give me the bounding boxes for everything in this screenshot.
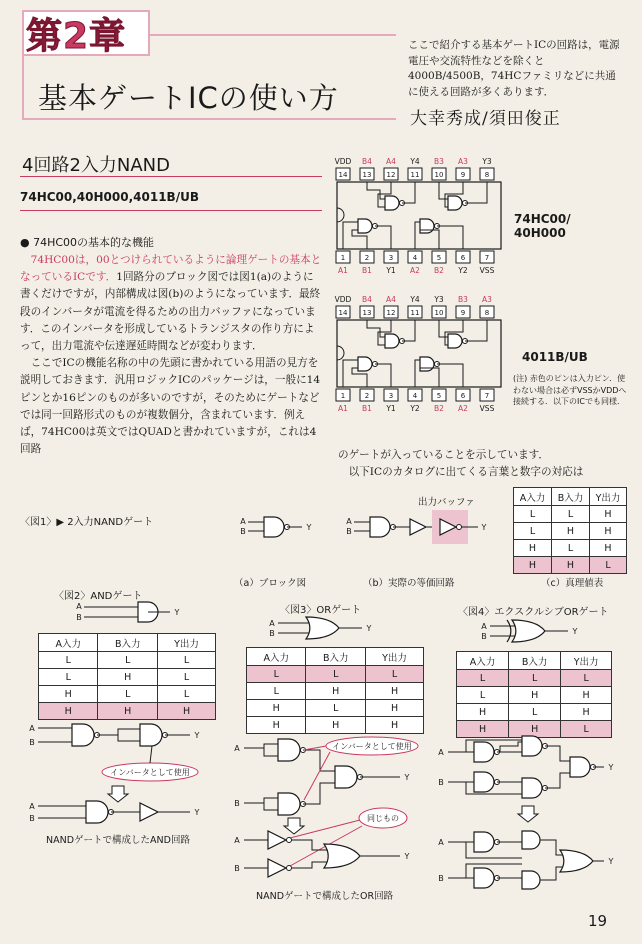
inversion-bubble — [287, 838, 292, 843]
callout-text: 同じもの — [367, 814, 399, 823]
nand-gate-symbol — [570, 757, 590, 777]
pin-name: A1 — [338, 404, 348, 413]
table-cell: H — [589, 523, 626, 540]
wire — [150, 746, 152, 763]
table-cell: H — [366, 700, 424, 717]
pin-number: 2 — [364, 254, 370, 262]
wire — [402, 182, 415, 203]
nand-gate-symbol — [278, 739, 300, 761]
wire — [244, 744, 278, 748]
wire — [439, 320, 448, 337]
callout-text: インバータとして使用 — [332, 742, 412, 751]
chapter-intro: ここで紹介する基本ゲートICの回路は，電源電圧や交流特性などを除くと4000B/4500B，74HCファミリなどに共通に使える回路が多くあります． — [408, 39, 620, 98]
table-cell: L — [158, 686, 216, 703]
pin-name: VDD — [334, 157, 352, 166]
pin-name: Y2 — [410, 404, 420, 413]
wire — [367, 320, 385, 337]
nand-gate-symbol — [140, 724, 162, 746]
nand-gate-symbol — [358, 219, 372, 233]
table-cell: H — [457, 721, 509, 738]
signal-b: B — [29, 814, 35, 823]
table-cell: L — [158, 652, 216, 669]
table-header: B入力 — [306, 648, 366, 666]
xor-curve — [507, 620, 511, 642]
chip-label: 74HC00/ — [514, 212, 571, 226]
buffer-label: 出力バッファ — [418, 497, 475, 508]
table-cell: L — [247, 666, 306, 683]
page-number: 19 — [588, 912, 608, 930]
table-cell: H — [514, 557, 552, 574]
table-cell: L — [98, 652, 158, 669]
pin-name: B3 — [434, 157, 444, 166]
or-gate-symbol — [306, 617, 339, 639]
signal-b: B — [269, 629, 275, 638]
pin-number: 9 — [460, 309, 466, 317]
wire — [465, 182, 487, 203]
table-cell: H — [39, 686, 98, 703]
and-gate-symbol — [522, 871, 540, 889]
pin-number: 8 — [484, 171, 490, 179]
signal-y: Y — [366, 624, 372, 633]
pin-number: 7 — [484, 254, 490, 262]
table-cell: H — [589, 540, 626, 557]
chip-label: 4011B/UB — [522, 350, 588, 364]
paragraph-3: のゲートが入っていることを示しています． — [338, 449, 550, 461]
table-cell: L — [457, 687, 509, 704]
table-cell: L — [561, 721, 612, 738]
nand-gate-symbol — [474, 868, 494, 888]
paragraph-2: ここでICの機能名称の中の先頭に書かれている用語の見方を説明しておきます．汎用ロジックICのパッケージは，一般に14ピンとか16ピンのものが多いのですが，そのためにゲートなどでは同一回路形式のものが複数個分，含まれています．例えば，74HC00は英文ではQUADと書かれていますが，これは4回路 — [20, 357, 321, 456]
wire — [545, 773, 570, 788]
nand-gate-symbol — [420, 219, 434, 233]
ic-package-outline — [337, 182, 501, 249]
table-cell: H — [158, 703, 216, 720]
table-cell: L — [247, 683, 306, 700]
pin-name: A4 — [386, 157, 396, 166]
pin-name: A3 — [482, 295, 492, 304]
nand-gate-symbol — [522, 778, 542, 798]
pin-number: 3 — [388, 254, 394, 262]
table-cell: H — [247, 700, 306, 717]
wire — [244, 798, 278, 803]
chapter-number: 第2章 — [26, 16, 127, 57]
figure-label: 〈図3〉ORゲート — [280, 605, 362, 616]
paragraph-text: 1回路分のブロック図では図1(a)のように書くだけですが，内部構成は図(b)のようになっています．最終段のインバータが電流を得るための出力バッファになっています．このインバータを形成しているトランジスタの作り方によって，出力電流や伝達遅延時間などが変わります． — [20, 271, 321, 353]
signal-b: B — [438, 874, 444, 883]
signal-b: B — [76, 613, 82, 622]
wire — [500, 742, 522, 752]
signal-y: Y — [306, 523, 312, 532]
table-cell: H — [306, 683, 366, 700]
pin-number: 12 — [386, 171, 396, 179]
or-gate-symbol — [560, 850, 593, 872]
nand-gate-symbol — [278, 793, 300, 815]
wire — [545, 746, 570, 761]
table-cell: H — [589, 506, 626, 523]
signal-b: B — [240, 527, 246, 536]
pin-name: Y2 — [458, 266, 468, 275]
table-cell: L — [158, 669, 216, 686]
signal-a: A — [481, 622, 487, 631]
pin-name: VSS — [479, 266, 495, 275]
pin-name: A3 — [458, 157, 468, 166]
signal-y: Y — [481, 523, 487, 532]
pin-name: Y1 — [386, 404, 396, 413]
wire — [465, 320, 487, 341]
package-notch — [337, 208, 344, 222]
table-cell: L — [366, 666, 424, 683]
table-cell: H — [366, 683, 424, 700]
pin-number: 8 — [484, 309, 490, 317]
table-cell: L — [509, 670, 561, 687]
table-cell: H — [98, 703, 158, 720]
wire — [97, 729, 140, 735]
signal-b: B — [234, 864, 240, 873]
pin-number: 6 — [460, 254, 466, 262]
pin-name: B4 — [362, 157, 372, 166]
pin-number: 13 — [362, 309, 372, 317]
table-cell: H — [561, 687, 612, 704]
xor-gate-symbol — [512, 620, 545, 642]
caption: （b）実際の等価回路 — [363, 578, 455, 589]
pin-number: 2 — [364, 392, 370, 400]
signal-a: A — [438, 748, 444, 757]
signal-y: Y — [194, 808, 200, 817]
table-cell: H — [366, 717, 424, 734]
ic-package-outline — [337, 320, 501, 387]
wire — [439, 182, 448, 199]
table-cell: H — [551, 523, 589, 540]
chapter-title: 基本ゲートICの使い方 — [38, 81, 339, 115]
caption: （a）ブロック図 — [234, 578, 307, 589]
pin-name: B2 — [434, 404, 444, 413]
wire — [402, 320, 415, 341]
pin-number: 1 — [340, 254, 346, 262]
pin-name: Y4 — [410, 157, 420, 166]
callout-arrow — [304, 746, 326, 750]
pin-number: 11 — [410, 309, 420, 317]
signal-b: B — [481, 632, 487, 641]
pin-name: B4 — [362, 295, 372, 304]
pin-name: A2 — [458, 404, 468, 413]
signal-y: Y — [608, 763, 614, 772]
pin-number: 1 — [340, 392, 346, 400]
table-header: Y出力 — [366, 648, 424, 666]
wire — [415, 360, 420, 387]
pin-name: B2 — [434, 266, 444, 275]
inversion-bubble — [457, 525, 462, 530]
pin-number: 10 — [434, 171, 444, 179]
table-header: B入力 — [509, 652, 561, 670]
wire — [437, 226, 463, 249]
nand-gate-symbol — [474, 772, 494, 792]
signal-b: B — [346, 527, 352, 536]
arrow-down-icon — [284, 818, 304, 834]
nand-gate-symbol — [385, 334, 399, 348]
wire — [264, 803, 278, 810]
table-cell: L — [306, 700, 366, 717]
inversion-bubble — [287, 866, 292, 871]
table-header: Y出力 — [158, 634, 216, 652]
pin-number: 14 — [338, 309, 348, 317]
table-cell: H — [561, 704, 612, 721]
figure-label: 〈図2〉ANDゲート — [54, 591, 143, 602]
table-cell: L — [509, 704, 561, 721]
pin-number: 4 — [412, 254, 418, 262]
table-cell: L — [98, 686, 158, 703]
table-cell: H — [509, 721, 561, 738]
chip-label: 40H000 — [514, 226, 566, 240]
wire — [367, 182, 385, 199]
signal-a: A — [269, 619, 275, 628]
inverter-symbol — [140, 803, 158, 821]
arrow-down-icon — [518, 806, 538, 822]
wire — [415, 222, 420, 249]
signal-b: B — [438, 778, 444, 787]
nand-gate-symbol — [358, 357, 372, 371]
figure-label: 〈図1〉▶ 2入力NANDゲート — [20, 517, 154, 528]
emphasis-text: 74HC00は，00とつけられているように論理ゲートの基本となっているICです． — [20, 254, 322, 284]
table-cell: H — [98, 669, 158, 686]
table-header: A入力 — [457, 652, 509, 670]
pin-name: A2 — [410, 266, 420, 275]
signal-b: B — [29, 738, 35, 747]
pin-number: 6 — [460, 392, 466, 400]
nand-gate-symbol — [385, 196, 399, 210]
pin-name: B1 — [362, 404, 372, 413]
pin-name: Y4 — [410, 295, 420, 304]
pin-number: 12 — [386, 309, 396, 317]
pin-name: B1 — [362, 266, 372, 275]
table-cell: H — [514, 540, 552, 557]
nand-gate-symbol — [335, 766, 357, 788]
pin-number: 4 — [412, 392, 418, 400]
pin-name: B3 — [458, 295, 468, 304]
signal-a: A — [234, 744, 240, 753]
package-notch — [337, 346, 344, 360]
signal-a: A — [29, 724, 35, 733]
signal-a: A — [240, 517, 246, 526]
pin-number: 7 — [484, 392, 490, 400]
table-cell: H — [306, 717, 366, 734]
nand-gate-symbol — [264, 517, 284, 537]
signal-y: Y — [404, 852, 410, 861]
and-gate-symbol — [522, 831, 540, 849]
section-subtitle: 74HC00,40H000,4011B/UB — [20, 190, 199, 204]
signal-a: A — [346, 517, 352, 526]
nand-gate-symbol — [72, 724, 94, 746]
wire — [437, 364, 463, 387]
pin-number: 14 — [338, 171, 348, 179]
signal-y: Y — [174, 608, 180, 617]
inverter-symbol — [268, 859, 286, 877]
signal-a: A — [76, 602, 82, 611]
signal-b: B — [234, 799, 240, 808]
table-cell: L — [551, 506, 589, 523]
table-cell: H — [457, 704, 509, 721]
table-cell: L — [306, 666, 366, 683]
wire — [118, 735, 140, 741]
table-header: Y出力 — [589, 488, 626, 506]
pin-number: 11 — [410, 171, 420, 179]
table-cell: L — [514, 506, 552, 523]
section-title: 4回路2入力NAND — [22, 155, 171, 176]
or-gate-symbol — [324, 844, 360, 868]
pin-number: 5 — [436, 254, 442, 262]
table-cell: L — [551, 540, 589, 557]
table-cell: L — [457, 670, 509, 687]
caption: （c）真理値表 — [541, 578, 604, 589]
table-cell: L — [561, 670, 612, 687]
table-cell: H — [39, 703, 98, 720]
table-header: Y出力 — [561, 652, 612, 670]
pin-name: Y1 — [386, 266, 396, 275]
table-cell: L — [589, 557, 626, 574]
nand-gate-symbol — [474, 742, 494, 762]
caption: NANDゲートで構成したOR回路 — [256, 891, 394, 902]
table-cell: L — [514, 523, 552, 540]
caption: NANDゲートで構成したAND回路 — [46, 835, 190, 846]
table-cell: H — [509, 687, 561, 704]
signal-a: A — [234, 836, 240, 845]
pin-name: VSS — [479, 404, 495, 413]
table-header: B入力 — [98, 634, 158, 652]
pin-number: 3 — [388, 392, 394, 400]
table-header: A入力 — [247, 648, 306, 666]
signal-y: Y — [194, 731, 200, 740]
table-cell: L — [39, 652, 98, 669]
wire — [303, 750, 335, 771]
figure-label: 〈図4〉エクスクルシブORゲート — [458, 607, 609, 618]
nand-gate-symbol — [474, 832, 494, 852]
wire — [375, 226, 391, 249]
wire — [264, 748, 278, 756]
table-cell: H — [551, 557, 589, 574]
pin-number: 9 — [460, 171, 466, 179]
pin-name: A1 — [338, 266, 348, 275]
nand-gate-symbol — [448, 196, 462, 210]
pin-name: A4 — [386, 295, 396, 304]
callout-text: インバータとして使用 — [110, 768, 190, 777]
pin-number: 5 — [436, 392, 442, 400]
nand-gate-symbol — [448, 334, 462, 348]
signal-y: Y — [572, 627, 578, 636]
paragraph-heading: ● 74HC00の基本的な機能 — [20, 236, 155, 249]
inverter-symbol — [268, 831, 286, 849]
nand-gate-symbol — [86, 801, 108, 823]
signal-a: A — [29, 802, 35, 811]
pin-note: (注) 赤色のピンは入力ピン．使わない場合は必ずVSSかVDDへ接続する．以下のICでも同様． — [513, 374, 627, 406]
wire — [375, 364, 391, 387]
callout-arrow — [304, 752, 330, 800]
table-cell: H — [247, 717, 306, 734]
inverter-symbol — [410, 519, 426, 535]
signal-y: Y — [608, 857, 614, 866]
nand-gate-symbol — [420, 357, 434, 371]
signal-y: Y — [404, 773, 410, 782]
table-header: B入力 — [551, 488, 589, 506]
authors: 大幸秀成/須田俊正 — [410, 109, 561, 129]
table-cell: L — [39, 669, 98, 686]
table-header: A入力 — [514, 488, 552, 506]
signal-a: A — [438, 838, 444, 847]
paragraph-4: 以下ICのカタログに出てくる言葉と数字の対応は — [348, 466, 584, 479]
pin-number: 10 — [434, 309, 444, 317]
arrow-down-icon — [108, 786, 128, 802]
pin-name: Y3 — [482, 157, 492, 166]
nand-gate-symbol — [522, 736, 542, 756]
pin-name: Y3 — [434, 295, 444, 304]
pin-number: 13 — [362, 171, 372, 179]
pin-name: VDD — [334, 295, 352, 304]
table-header: A入力 — [39, 634, 98, 652]
nand-gate-symbol — [370, 517, 390, 537]
